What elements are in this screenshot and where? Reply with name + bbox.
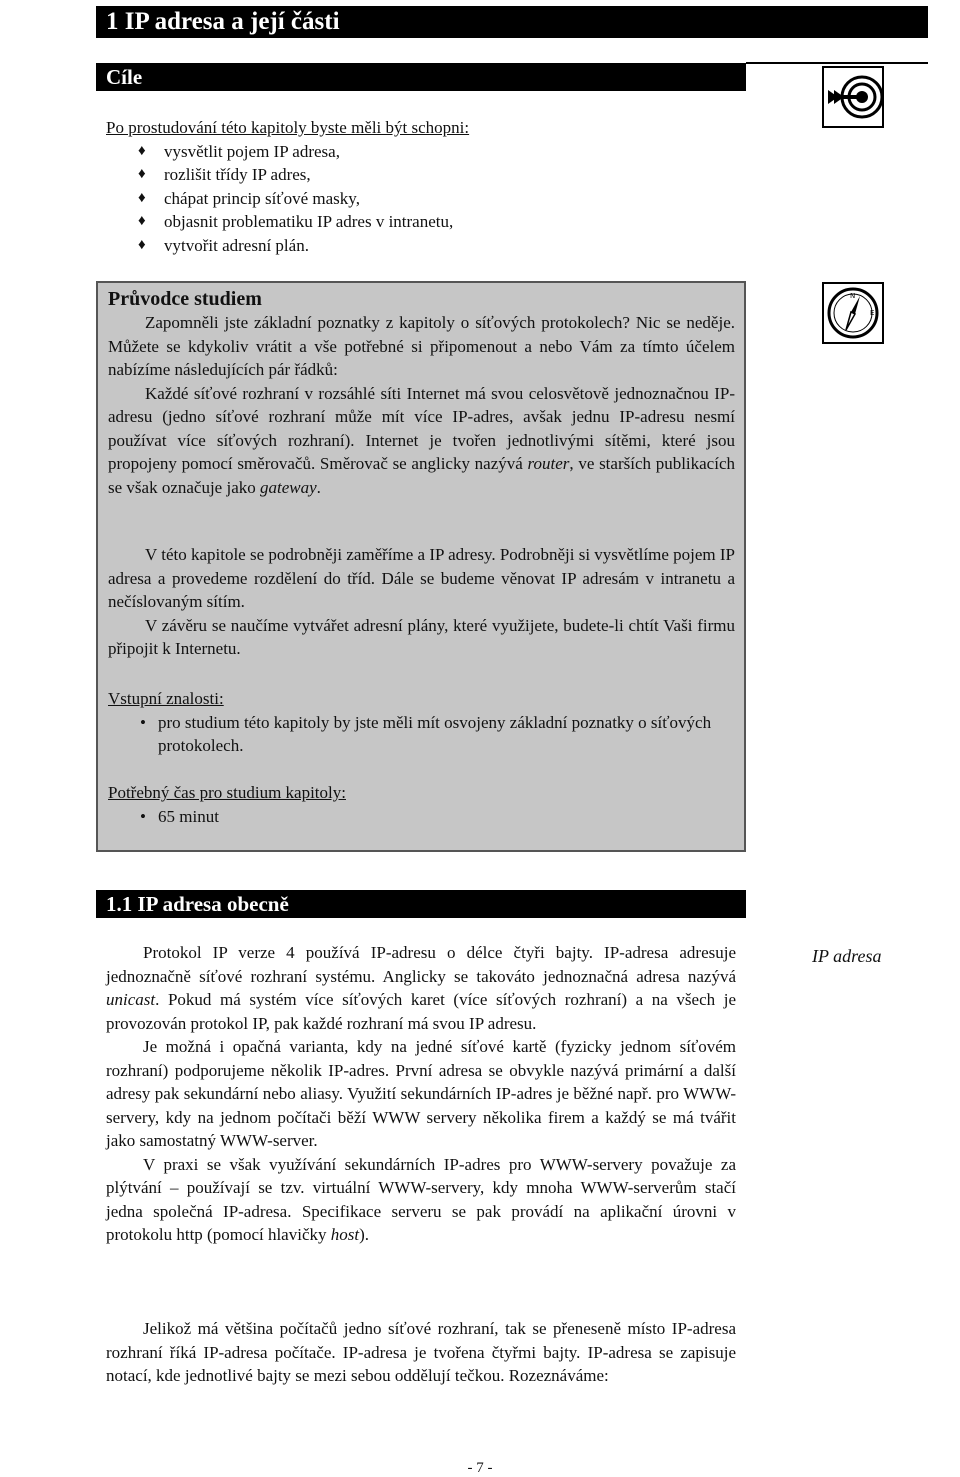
guide-intro-paragraph: Každé síťové rozhraní v rozsáhlé síti Internet má svou celosvětově jednoznačnou IP-adresu (jedno síťové rozhraní může mít více IP-adres, avšak jednu IP-adresu nesmí používat více síťových rozhraní). Internet je tvořen jednotlivými sítěmi, které jsou propojeny pomocí směrovačů. Směrovač se anglicky nazývá router, ve starších publikacích se však označuje jako gateway. [108, 383, 735, 497]
list-item: • pro studium této kapitoly by jste měli mít osvojeny základní poznatky o síťových protokolech. [108, 711, 735, 758]
target-icon [822, 66, 884, 128]
goals-intro: Po prostudování této kapitoly byste měli být schopni: [106, 118, 470, 137]
goals-rule [746, 62, 928, 64]
study-time-list [108, 805, 735, 829]
main-text-continued [106, 1317, 736, 1388]
term-unicast: unicast [106, 990, 156, 1009]
prerequisites-list [108, 711, 735, 758]
prerequisites [108, 687, 735, 758]
study-time [108, 781, 735, 828]
list-item: ♦ vysvětlit pojem IP adresa, [106, 140, 746, 164]
margin-note: IP adresa [812, 946, 882, 966]
guide-body-paragraph: V této kapitole se podrobněji zaměříme a IP adresy. Podrobněji si vysvětlíme pojem IP adresa a provedeme rozdělení do tříd. Dále se budeme věnovat IP adresám v intranetu a nečíslovaným sítím. [108, 545, 735, 611]
body-paragraph: Je možná i opačná varianta, kdy na jedné síťové kartě (fyzicky jednom síťovém rozhraní) podporujeme několik IP-adres. První adresa se obvykle nazývá primární a další adresy pak sekundární nebo aliasy. Využití sekundárních IP-adres je běžné např. pro WWW-servery, kdy na jednom počítači běží WWW servery několika firem a každý se má tvářit jako samostatný WWW-server. [106, 1037, 736, 1150]
guide-body-paragraph: V závěru se naučíme vytvářet adresní plány, které využijete, budete-li chtít Vaši firmu připojit k Internetu. [108, 615, 735, 658]
goals-section [106, 116, 746, 257]
list-item: ♦ chápat princip síťové masky, [106, 187, 746, 211]
body-paragraph: Jelikož má většina počítačů jedno síťové rozhraní, tak se přeneseně místo IP-adresa rozhraní říká IP-adresa počítače. IP-adresa je tvořena čtyřmi bajty. IP-adresa se zapisuje notací, kde jednotlivé bajty se mezi sebou oddělují tečkou. Rozeznáváme: [106, 1319, 736, 1385]
term-host: host [330, 1225, 360, 1244]
chapter-title: 1 IP adresa a její části [96, 6, 928, 38]
term-router: router [527, 454, 570, 473]
list-item: ♦ objasnit problematiku IP adres v intranetu, [106, 210, 746, 234]
svg-text:E: E [870, 309, 875, 317]
guide-intro [108, 311, 735, 499]
body-paragraph: Protokol IP verze 4 používá IP-adresu o délce čtyři bajty. IP-adresa adresuje jednoznačně síťové rozhraní systému. Anglicky se takováto jednoznačná adresa nazývá unicast. Pokud má systém více síťových karet (více síťových rozhraní) a na všech je provozován protokol IP, pak každé rozhraní má svou IP adresu. [106, 943, 736, 1033]
svg-text:N: N [850, 292, 856, 300]
page-number: - 7 - [467, 1460, 493, 1476]
goals-list [106, 140, 746, 258]
term-gateway: gateway [260, 477, 317, 497]
list-item: • 65 minut [108, 805, 735, 829]
main-text [106, 941, 736, 1247]
guide-title: Průvodce studiem [108, 288, 262, 310]
prerequisites-heading: Vstupní znalosti: [108, 689, 224, 708]
guide-intro-paragraph: Zapomněli jste základní poznatky z kapitoly o síťových protokolech? Nic se neděje. Můžete se kdykoliv vrátit a vše potřebné si připomenout a nebo Vám za tímto účelem nabízíme následujících pár řádků: [108, 313, 735, 379]
compass-icon [822, 282, 884, 344]
study-guide-box [96, 281, 746, 852]
list-item: ♦ rozlišit třídy IP adres, [106, 163, 746, 187]
body-paragraph: V praxi se však využívání sekundárních IP-adres pro WWW-servery považuje za plýtvání – používají se tzv. virtuální WWW-servery, kdy mnoha WWW-serverům stačí jedna společná IP-adresa. Specifikace serveru se pak provádí na aplikační úrovni v protokolu http (pomocí hlavičky host). [106, 1154, 736, 1244]
study-time-heading: Potřebný čas pro studium kapitoly: [108, 783, 346, 802]
guide-body [108, 543, 735, 661]
goals-heading: Cíle [96, 63, 746, 91]
section-title: 1.1 IP adresa obecně [96, 890, 746, 918]
list-item: ♦ vytvořit adresní plán. [106, 234, 746, 258]
